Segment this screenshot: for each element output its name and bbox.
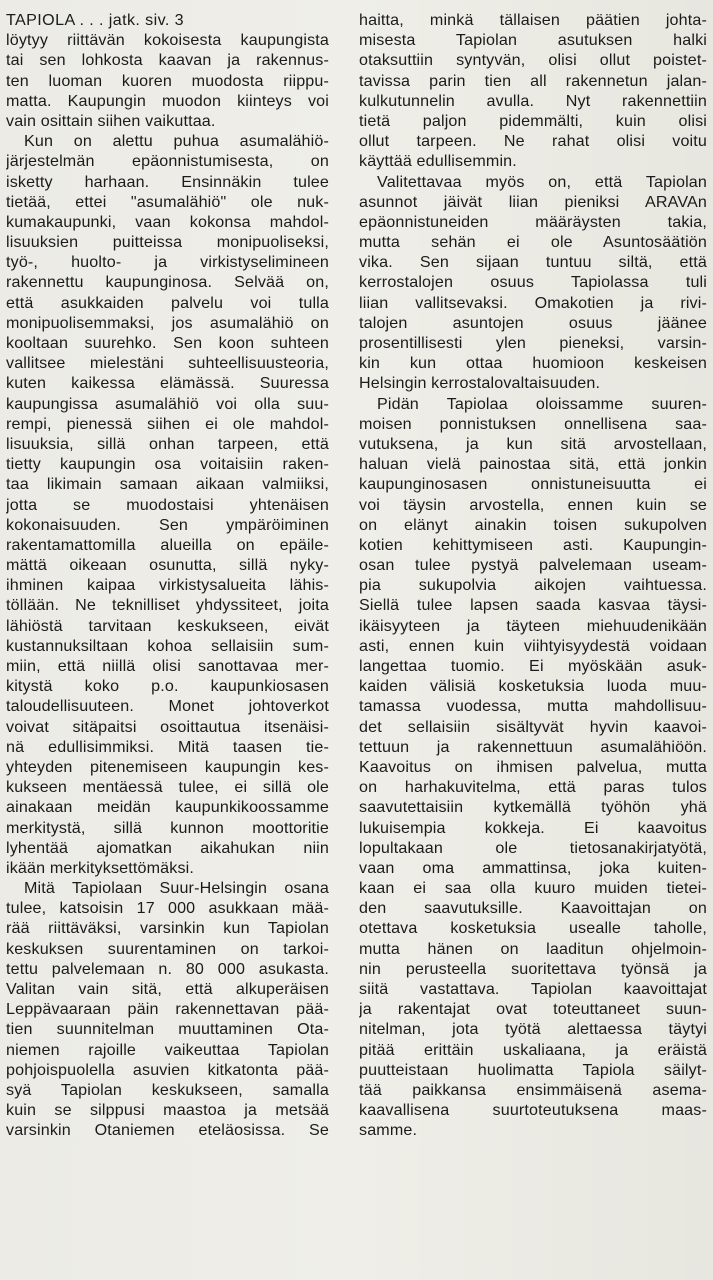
text-line: den saavutuksille. Kaavoittajan on [359, 899, 707, 918]
text-line: kumakaupunki, vaan kokonsa mahdol- [6, 212, 329, 231]
text-line: Valitan vain sitä, että alkuperäisen [6, 980, 329, 998]
text-line: pitää erittäin uskaliaana, ja eräistä [359, 1040, 707, 1059]
text-line: mutta sehän ei ole Asuntosäätiön [359, 233, 707, 252]
text-line: kaavallisena suurtoteutuksena maas- [359, 1101, 707, 1120]
article-column-right [359, 10, 707, 1141]
text-line: rakennettu kaupunginosa. Selvää on, [6, 273, 329, 292]
text-line: Pidän Tapiolaa oloissamme suuren- [377, 394, 707, 413]
text-line: tamassa vuodessa, mutta mahdollisuu- [359, 697, 707, 716]
text-line: vallitsee mielestäni suhteellisuusteoria, [6, 354, 329, 373]
text-line: misesta Tapiolan asutuksen halki [359, 31, 707, 50]
text-line: miin, että niillä olisi sanottavaa mer- [6, 657, 329, 675]
text-line: että asukkaiden palvelu voi tulla [6, 293, 329, 312]
text-line: isketty harhaan. Ensinnäkin tulee [6, 172, 329, 191]
text-line: työ-, huolto- ja virkistyselimineen [6, 253, 329, 272]
text-line: Kun on alettu puhua asumalähiö- [24, 132, 329, 151]
text-line: järjestelmän epäonnistumisesta, on [6, 152, 329, 171]
text-line: Leppävaaraan päin rakennettavan pää- [6, 1000, 329, 1019]
text-line: tien suunnitelman muuttaminen Ota- [6, 1020, 329, 1039]
article-column-left [6, 10, 329, 1141]
text-line: kerrostalojen osuus Tapiolassa tuli [359, 273, 707, 292]
text-line: Mitä Tapiolaan Suur-Helsingin osana [24, 879, 329, 898]
text-line: moisen ponnistuksen onnellisena saa- [359, 414, 707, 433]
text-line: saavutettaisiin kytkemällä työhön yhä [359, 798, 707, 817]
text-line: lähiöstä tarvitaan keskukseen, eivät [6, 616, 329, 635]
text-line: rempi, pienessä siihen ei ole mahdol- [6, 414, 329, 433]
text-line: tulee, katsoisin 17 000 asukkaan mää- [6, 899, 329, 918]
text-line: langettaa tuomio. Ei myöskään asuk- [359, 657, 707, 675]
text-line: ikäisyyteen ja täyteen miehuudenikään [359, 616, 707, 635]
text-line: tietty kaupungin osa voitaisiin raken- [6, 455, 329, 474]
text-line: voi täysin arvostella, ennen kuin se [359, 495, 707, 514]
text-line: lisuuksia, sillä onhan tarpeen, että [6, 434, 329, 453]
text-line: tettuun ja rakennettuun asumalähiöön. [359, 737, 707, 756]
text-line: jotta se muodostaisi yhtenäisen [6, 495, 329, 514]
text-line: Kaavoitus on ihmisen palvelua, mutta [359, 757, 707, 776]
text-line: asti, ennen kuin viihtyisyydestä voidaan [359, 636, 707, 655]
text-line: kitystä koko p.o. kaupunkiosasen [6, 677, 329, 696]
text-line: kulkutunnelin avulla. Nyt rakennettiin [359, 91, 707, 110]
text-line: niemen rajoille vaikeuttaa Tapiolan [6, 1040, 329, 1059]
text-line: rakentamattomilla alueilla on epäile- [6, 535, 329, 554]
text-line: lopultakaan ole tietosanakirjatyötä, [359, 838, 707, 857]
text-line: det sellaisiin sisältyvät hyvin kaavoi- [359, 717, 707, 736]
text-line: löytyy riittävän kokoisesta kaupungista [6, 31, 329, 50]
text-line: liian vallitsevaksi. Omakotien ja rivi- [359, 293, 707, 312]
text-line: prosentillisesti ylen pieneksi, varsin- [359, 334, 707, 352]
text-line: kukseen mentäessä tulee, ei sillä ole [6, 778, 329, 797]
text-line: puutteistaan huolimatta Tapiola säilyt- [359, 1060, 707, 1079]
text-line: vaan oma ammattinsa, joka kuiten- [359, 858, 707, 877]
text-line: varsinkin Otaniemen eteläosissa. Se [6, 1121, 329, 1140]
text-line: siitä vastattava. Tapiolan kaavoittajat [359, 980, 707, 998]
text-line: kustannuksiltaan kohoa sellaisiin sum- [6, 636, 329, 655]
text-line: on harhakuvitelma, että paras tulos [359, 778, 707, 797]
text-line: kokonaisuuden. Sen ympäröiminen [6, 515, 329, 534]
text-line: matta. Kaupungin muodon kiinteys voi [6, 91, 329, 110]
text-line: syä Tapiolan keskukseen, samalla [6, 1080, 329, 1099]
text-line: kaiden välisiä kosketuksia luoda muu- [359, 677, 707, 696]
text-line: on elänyt ainakin toisen sukupolven [359, 515, 707, 534]
text-line: Valitettavaa myös on, että Tapiolan [377, 172, 707, 191]
text-line: merkitystä, sillä kunnon moottoritie [6, 818, 329, 837]
text-line: lisuuksien puitteissa monipuoliseksi, [6, 233, 329, 252]
text-line: ollut tarpeen. Ne rahat olisi voitu [359, 132, 707, 151]
text-line: ten luoman kuoren muodosta riippu- [6, 71, 329, 90]
text-line: kotien kehittymiseen asti. Kaupungin- [359, 535, 707, 554]
text-line: lyhentää ajomatkan aikahukan niin [6, 838, 329, 857]
text-line: kaan ei saa olla kuuro muiden tietei- [359, 879, 707, 898]
text-line: monipuolisemmaksi, jos asumalähiö on [6, 313, 329, 332]
text-line: mutta hänen on laaditun ohjelmoin- [359, 939, 707, 958]
text-line: Siellä tulee lapsen saada kasvaa täysi- [359, 596, 707, 615]
text-line: vika. Sen sijaan tuntuu siltä, että [359, 253, 707, 272]
text-line: kaupunginosasen onnistuneisuutta ei [359, 475, 707, 494]
text-line: tietä paljon pidemmälti, kuin olisi [359, 111, 707, 130]
text-line: voivat sitäpaitsi osoittautua itsenäisi- [6, 717, 329, 736]
text-line: vain osittain siihen vaikuttaa. [6, 111, 216, 130]
text-line: osan tulee pystyä palvelemaan useam- [359, 556, 707, 575]
text-line: tai sen lohkosta kaavan ja rakennus- [6, 51, 329, 70]
text-line: kuten kaikessa elämässä. Suuressa [6, 374, 329, 393]
text-line: epäonnistuneiden määräysten takia, [359, 212, 707, 231]
article-header: TAPIOLA . . . jatk. siv. 3 [6, 11, 184, 29]
text-line: ja rakentajat ovat toteuttaneet suun- [359, 1000, 707, 1019]
text-line: vutuksena, ja kun sitä arvostellaan, [359, 434, 707, 453]
text-line: otaksuttiin syntyvän, olisi ollut poistet- [359, 51, 707, 70]
text-line: talojen asuntojen osuus jäänee [359, 313, 707, 332]
text-line: taa likimain samaan aikaan valmiiksi, [6, 475, 329, 494]
text-line: tää paikkansa ensimmäisenä asema- [359, 1080, 707, 1099]
text-line: rää riittäväksi, varsinkin kun Tapiolan [6, 919, 329, 938]
text-line: tavissa parin tien all rakennetun jalan- [359, 71, 707, 90]
text-line: pohjoispuolella asuvien kitkatonta pää- [6, 1060, 329, 1079]
text-line: kuin se silppusi maastoa ja metsää [6, 1101, 329, 1120]
text-line: tietää, ettei "asumalähiö" ole nuk- [6, 192, 329, 211]
text-line: haluan vielä painostaa sitä, että jonkin [359, 455, 707, 474]
text-line: tettu palvelemaan n. 80 000 asukasta. [6, 959, 329, 978]
text-line: otettava kosketuksia usealle taholle, [359, 919, 707, 938]
text-line: kooltaan suurehko. Sen koon suhteen [6, 334, 329, 352]
text-line: taloudellisuuteen. Monet johtoverkot [6, 697, 329, 716]
text-line: töllään. Ne teknilliset yhdyssiteet, joita [6, 596, 329, 615]
text-line: ikään merkityksettömäksi. [6, 858, 194, 877]
text-line: keskuksen suurentaminen on tarkoi- [6, 939, 329, 958]
text-line: pia sukupolvia aikojen vaihtuessa. [359, 576, 707, 595]
text-line: käyttää edullisemmin. [359, 152, 517, 171]
text-line: samme. [359, 1121, 418, 1140]
text-line: lukuisempia kokkeja. Ei kaavoitus [359, 818, 707, 837]
text-line: yhteyden pitenemiseen kaupungin kes- [6, 757, 329, 776]
text-line: nin perusteella suoritettava työnsä ja [359, 959, 707, 978]
text-line: nitelman, jota työtä alettaessa täytyi [359, 1020, 707, 1039]
text-line: Helsingin kerrostalovaltaisuuden. [359, 374, 601, 393]
text-line: mättä oikeaan osunutta, sillä nyky- [6, 556, 329, 575]
text-line: kin kun ottaa huomioon keskeisen [359, 354, 707, 373]
text-line: haitta, minkä tällaisen päätien johta- [359, 11, 707, 29]
text-line: kaupungissa asumalähiö voi olla suu- [6, 394, 329, 413]
text-line: ainakaan meidän kaupunkikoossamme [6, 798, 329, 817]
text-line: nä edullisimmiksi. Mitä taasen tie- [6, 737, 329, 756]
text-line: ihminen kaipaa virkistysalueita lähis- [6, 576, 329, 595]
text-line: asunnot jäivät liian pieniksi ARAVAn [359, 192, 707, 211]
